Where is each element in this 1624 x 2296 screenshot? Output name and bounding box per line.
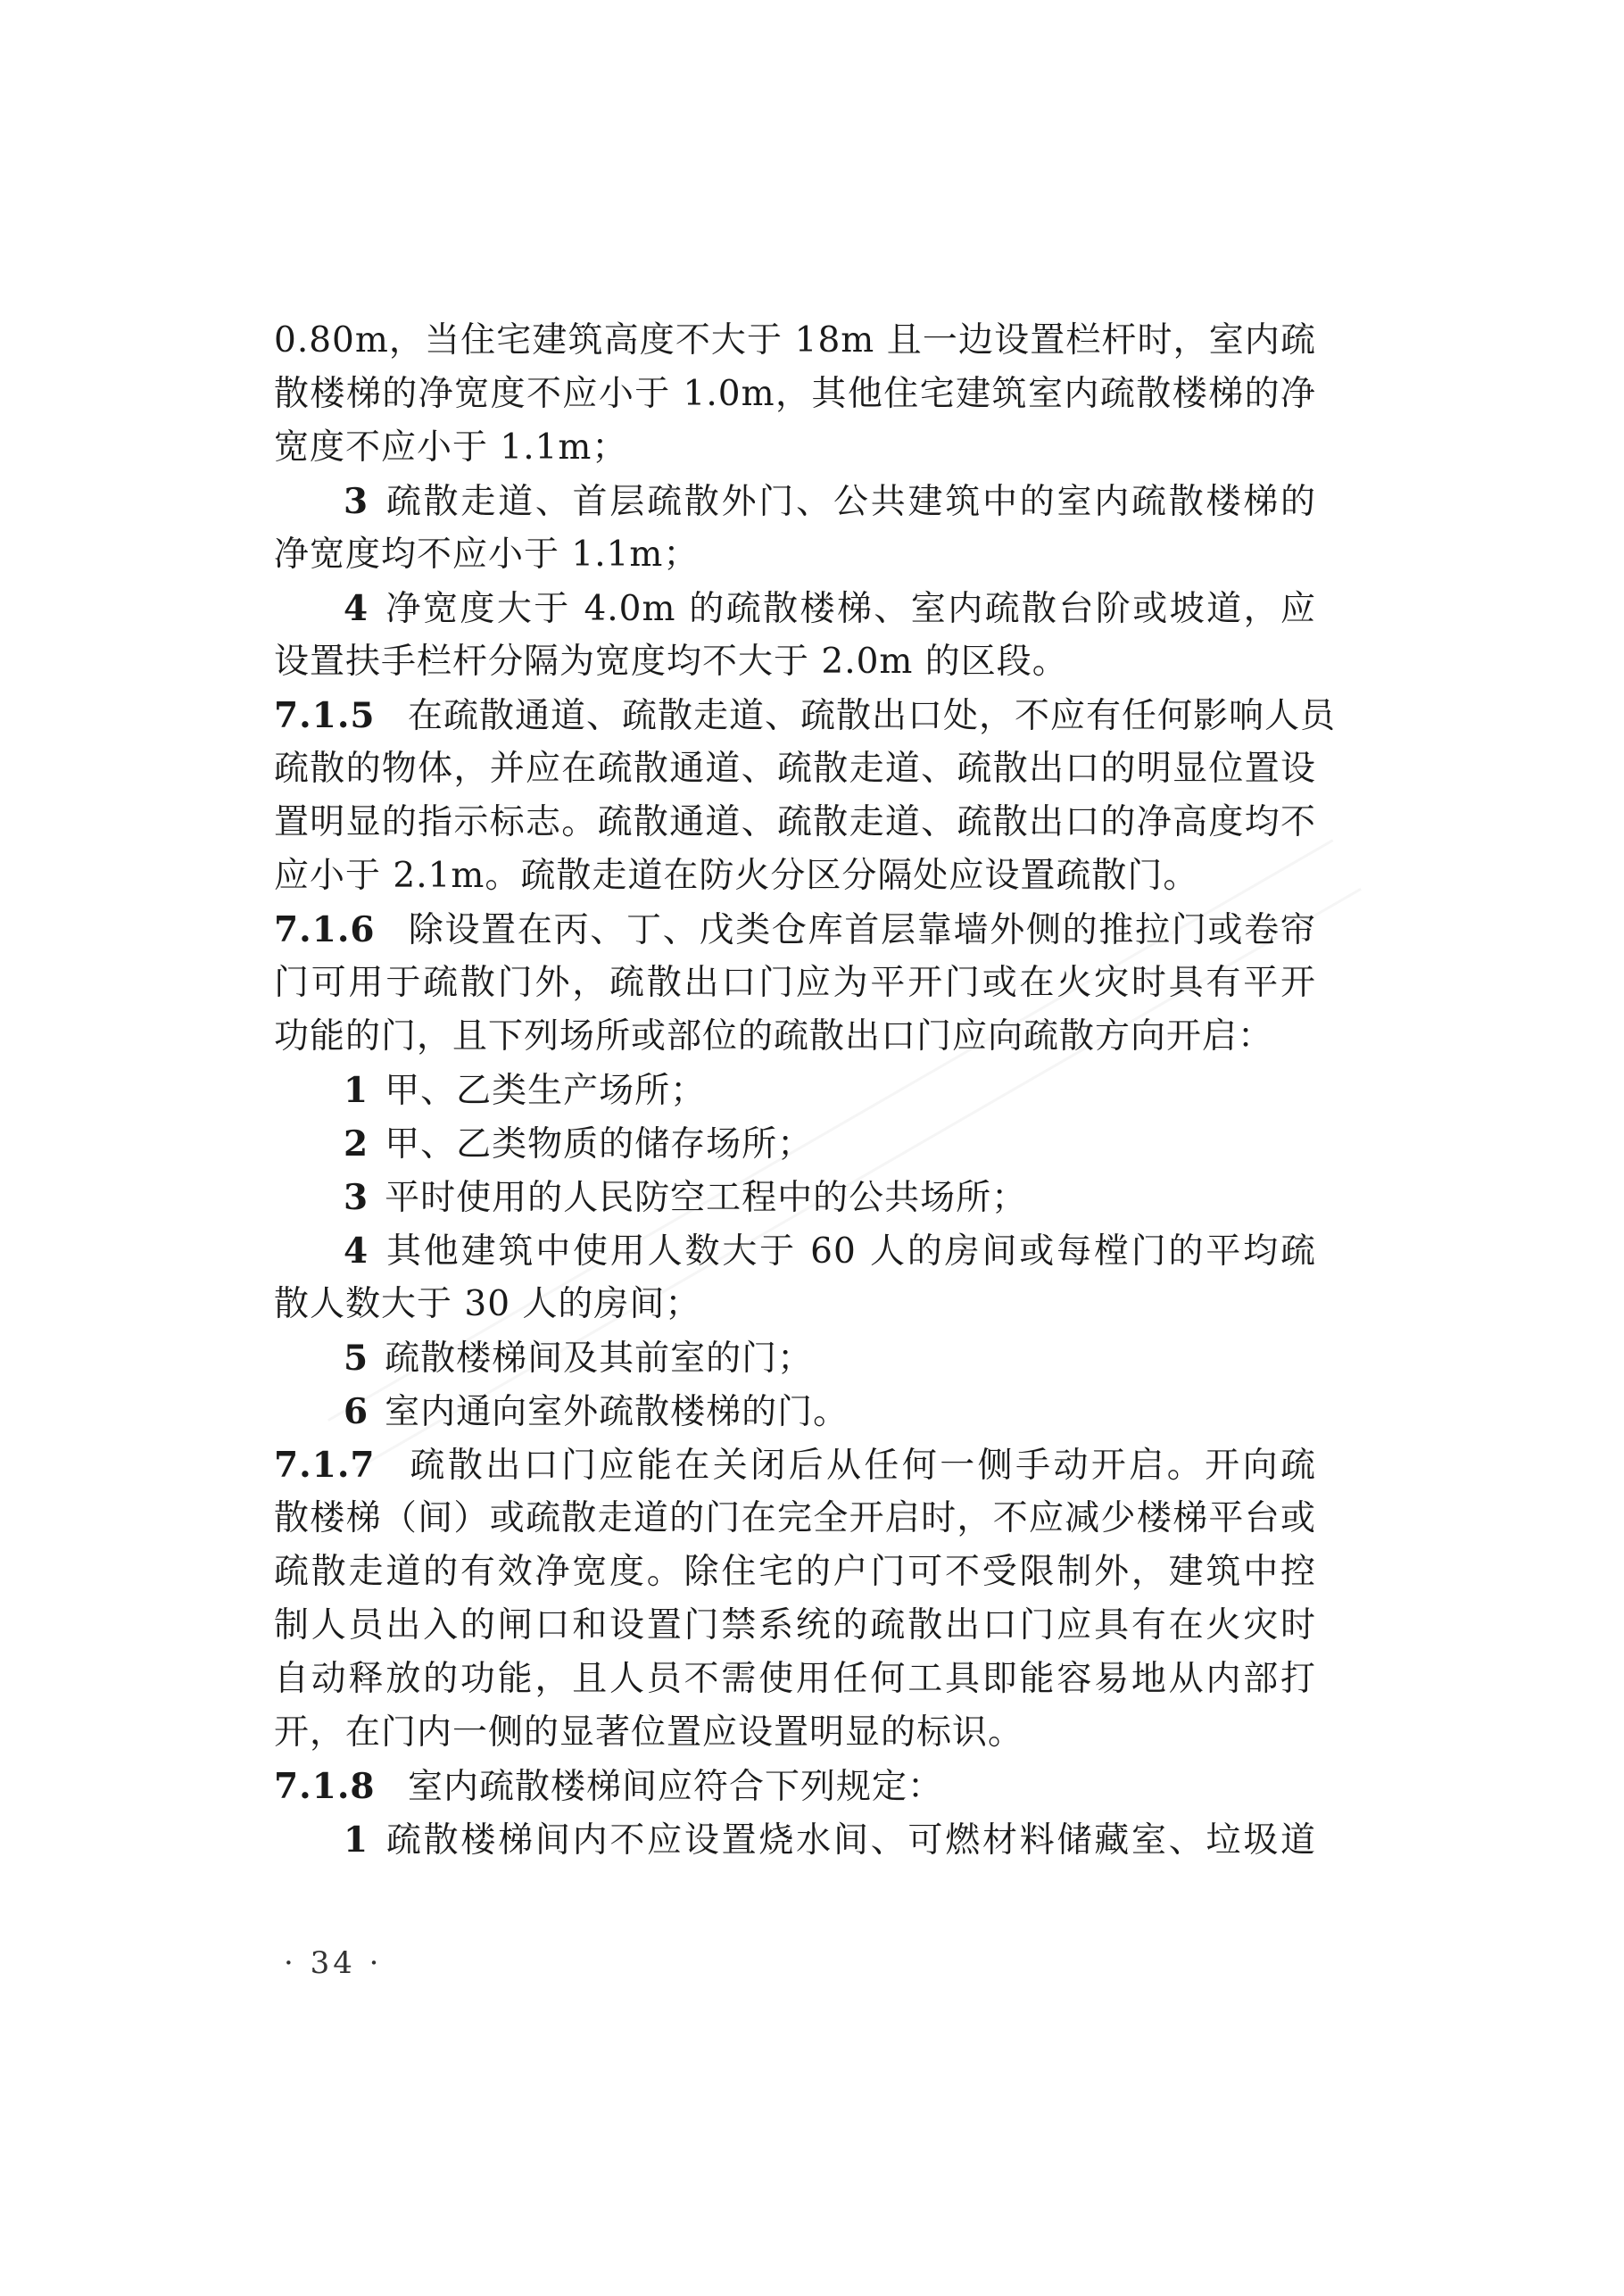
item-text: 其他建筑中使用人数大于 60 人的房间或每樘门的平均疏 [385,1231,1316,1272]
clause-text: 疏散出口门应能在关闭后从任何一侧手动开启。开向疏 [408,1446,1316,1486]
text-line: 宽度不应小于 1.1m； [274,427,628,468]
item-number: 4 [344,1231,369,1272]
list-item [274,1224,1316,1278]
list-item [274,1385,1316,1438]
text-line: 开，在门内一侧的显著位置应设置明显的标识。 [274,1712,1024,1753]
item-number: 1 [344,1070,369,1111]
clause-7-1-7 [274,1438,1316,1492]
page-number: · 34 · [284,1945,383,1981]
list-item [274,1064,1316,1117]
text-line: 制人员出入的闸口和设置门禁系统的疏散出口门应具有在火灾时 [274,1605,1316,1645]
clause-text: 除设置在丙、丁、戊类仓库首层靠墙外侧的推拉门或卷帘 [408,910,1316,950]
clause-number: 7.1.6 [274,909,376,950]
text-line: 散楼梯的净宽度不应小于 1.0m，其他住宅建筑室内疏散楼梯的净 [274,374,1316,414]
clause-text: 室内疏散楼梯间应符合下列规定： [408,1767,944,1807]
item-number: 1 [344,1819,369,1861]
list-item [274,1171,1316,1224]
item-text: 净宽度大于 4.0m 的疏散楼梯、室内疏散台阶或坡道，应 [385,589,1316,629]
item-text: 甲、乙类生产场所； [385,1071,707,1111]
item-number: 2 [344,1123,369,1165]
list-item [274,1117,1316,1171]
text-line: 应小于 2.1m。疏散走道在防火分区分隔处应设置疏散门。 [274,856,1199,896]
list-item [274,475,1316,528]
clause-7-1-5 [274,689,1337,742]
clause-7-1-6 [274,903,1316,957]
item-number: 3 [344,481,369,522]
item-text: 甲、乙类物质的储存场所； [385,1124,814,1165]
text-line: 疏散的物体，并应在疏散通道、疏散走道、疏散出口的明显位置设 [274,749,1316,789]
clause-number: 7.1.5 [274,695,376,736]
text-line: 净宽度均不应小于 1.1m； [274,535,700,575]
clause-text: 在疏散通道、疏散走道、疏散出口处，不应有任何影响人员 [408,696,1337,736]
clause-number: 7.1.7 [274,1445,376,1486]
list-item [274,1331,1316,1385]
item-text: 疏散走道、首层疏散外门、公共建筑中的室内疏散楼梯的 [385,482,1316,522]
document-body [274,314,1337,1867]
item-number: 4 [344,588,369,629]
item-number: 3 [344,1177,369,1218]
clause-number: 7.1.8 [274,1766,376,1807]
text-line: 功能的门，且下列场所或部位的疏散出口门应向疏散方向开启： [274,1016,1274,1057]
text-line: 疏散走道的有效净宽度。除住宅的户门可不受限制外，建筑中控 [274,1552,1316,1592]
text-line: 门可用于疏散门外，疏散出口门应为平开门或在火灾时具有平开 [274,963,1316,1003]
list-item [274,582,1316,635]
item-number: 5 [344,1338,369,1379]
text-line: 0.80m，当住宅建筑高度不大于 18m 且一边设置栏杆时，室内疏 [274,320,1316,361]
item-text: 室内通向室外疏散楼梯的门。 [385,1392,849,1432]
clause-7-1-8 [274,1760,1316,1813]
text-line: 设置扶手栏杆分隔为宽度均不大于 2.0m 的区段。 [274,642,1068,682]
list-item [274,1813,1316,1867]
item-text: 疏散楼梯间及其前室的门； [385,1339,814,1379]
item-text: 疏散楼梯间内不应设置烧水间、可燃材料储藏室、垃圾道 [385,1820,1316,1861]
item-text: 平时使用的人民防空工程中的公共场所； [385,1178,1028,1218]
item-number: 6 [344,1391,369,1432]
text-line: 自动释放的功能，且人员不需使用任何工具即能容易地从内部打 [274,1659,1316,1699]
text-line: 散楼梯（间）或疏散走道的门在完全开启时，不应减少楼梯平台或 [274,1498,1316,1538]
text-line: 散人数大于 30 人的房间； [274,1284,701,1324]
text-line: 置明显的指示标志。疏散通道、疏散走道、疏散出口的净高度均不 [274,802,1316,842]
